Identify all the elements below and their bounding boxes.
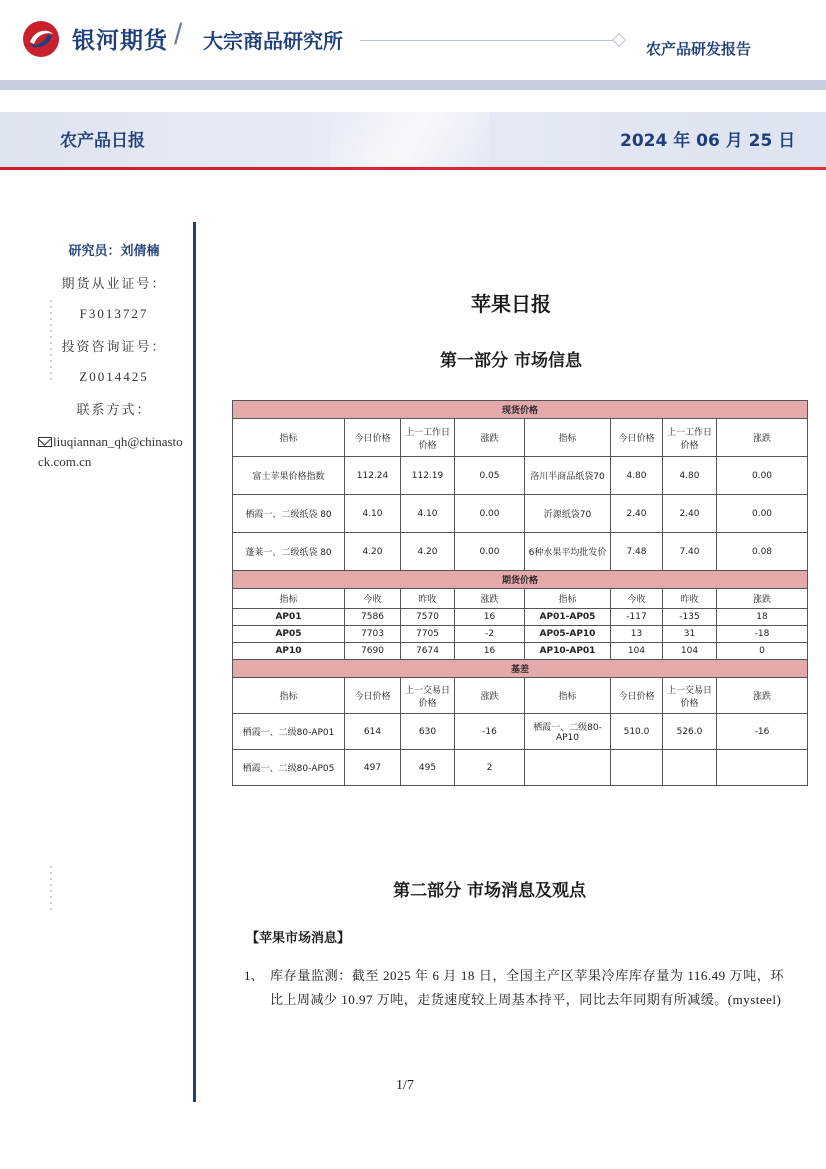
mail-icon bbox=[38, 437, 52, 447]
band-decoration bbox=[330, 112, 490, 168]
contact-label: 联系方式： bbox=[76, 402, 152, 417]
col-header: 涨跌 bbox=[717, 678, 808, 714]
table-cell: AP01-AP05 bbox=[525, 609, 611, 626]
table-row bbox=[233, 495, 808, 533]
table-cell: 7.40 bbox=[663, 533, 717, 571]
table-cell: 7586 bbox=[345, 609, 401, 626]
table-cell: 0.05 bbox=[455, 457, 525, 495]
institute-name: 大宗商品研究所 bbox=[203, 29, 343, 53]
table-cell: 0.00 bbox=[717, 457, 808, 495]
col-header: 今日价格 bbox=[345, 678, 401, 714]
col-header: 今日价格 bbox=[611, 419, 663, 457]
brand-name: 银河期货 bbox=[72, 28, 168, 54]
table-row bbox=[233, 609, 808, 626]
email-line[interactable] bbox=[38, 432, 188, 472]
license-label: 期货从业证号： bbox=[61, 276, 167, 291]
col-header: 上一工作日价格 bbox=[663, 419, 717, 457]
consult-label: 投资咨询证号： bbox=[61, 339, 167, 354]
table-cell: 4.10 bbox=[401, 495, 455, 533]
table-cell: 沂源纸袋70 bbox=[525, 495, 611, 533]
col-header: 涨跌 bbox=[717, 419, 808, 457]
news-heading: 【苹果市场消息】 bbox=[246, 930, 351, 945]
news-item-text: 库存量监测：截至 2025 年 6 月 18 日，全国主产区苹果冷库库存量为 116.49 万吨，环比上周减少 10.97 万吨，走货速度较上周基本持平，同比去年同期有所减缓。(mysteel) bbox=[270, 968, 784, 1007]
table-cell: 栖霞一、二级纸袋 80 bbox=[233, 495, 345, 533]
table-cell: -135 bbox=[663, 609, 717, 626]
header-separator: / bbox=[174, 18, 183, 51]
table-cell: 0.00 bbox=[455, 495, 525, 533]
table-cell: -16 bbox=[717, 714, 808, 750]
table-cell: AP10 bbox=[233, 643, 345, 660]
table-cell: 7703 bbox=[345, 626, 401, 643]
col-header: 涨跌 bbox=[455, 678, 525, 714]
table-row bbox=[233, 533, 808, 571]
table-cell: 2 bbox=[455, 750, 525, 786]
news-item-number: 1、 bbox=[244, 968, 264, 983]
col-header: 今日价格 bbox=[345, 419, 401, 457]
header-bar bbox=[0, 80, 826, 90]
futures-title: 期货价格 bbox=[233, 571, 808, 589]
table-cell: 4.10 bbox=[345, 495, 401, 533]
table-cell: AP05-AP10 bbox=[525, 626, 611, 643]
table-cell: 497 bbox=[345, 750, 401, 786]
table-cell: 13 bbox=[611, 626, 663, 643]
table-header-row bbox=[233, 678, 808, 714]
report-date: 2024 年 06 月 25 日 bbox=[620, 131, 796, 151]
table-cell bbox=[717, 750, 808, 786]
basis-title: 基差 bbox=[233, 660, 808, 678]
table-cell: 栖霞一、二级80-AP01 bbox=[233, 714, 345, 750]
table-cell: 0.00 bbox=[717, 495, 808, 533]
col-header: 指标 bbox=[525, 419, 611, 457]
table-cell: 富士苹果价格指数 bbox=[233, 457, 345, 495]
email-address[interactable]: liuqiannan_qh@chinastock.com.cn bbox=[38, 434, 183, 469]
table-cell: 4.20 bbox=[401, 533, 455, 571]
table-cell: 栖霞一、二级80-AP05 bbox=[233, 750, 345, 786]
news-item bbox=[244, 964, 784, 1012]
col-header: 上一交易日价格 bbox=[401, 678, 455, 714]
table-cell: 2.40 bbox=[663, 495, 717, 533]
table-cell: 18 bbox=[717, 609, 808, 626]
col-header: 今收 bbox=[345, 589, 401, 609]
diamond-icon bbox=[612, 33, 626, 47]
col-header: 昨收 bbox=[401, 589, 455, 609]
col-header: 今日价格 bbox=[611, 678, 663, 714]
table-cell bbox=[663, 750, 717, 786]
col-header: 指标 bbox=[525, 678, 611, 714]
table-cell: 112.19 bbox=[401, 457, 455, 495]
col-header: 上一交易日价格 bbox=[663, 678, 717, 714]
margin-dots bbox=[50, 300, 52, 380]
section-header-spot bbox=[233, 401, 808, 419]
col-header: 指标 bbox=[233, 589, 345, 609]
table-cell: AP05 bbox=[233, 626, 345, 643]
table-cell: -18 bbox=[717, 626, 808, 643]
table-cell: AP10-AP01 bbox=[525, 643, 611, 660]
col-header: 今收 bbox=[611, 589, 663, 609]
section-header-futures bbox=[233, 571, 808, 589]
table-cell: 0.08 bbox=[717, 533, 808, 571]
table-cell: 2.40 bbox=[611, 495, 663, 533]
table-cell: 16 bbox=[455, 643, 525, 660]
table-cell: 蓬莱一、二级纸袋 80 bbox=[233, 533, 345, 571]
table-cell: 4.80 bbox=[611, 457, 663, 495]
table-cell: 4.80 bbox=[663, 457, 717, 495]
section-1-title: 第一部分 市场信息 bbox=[440, 351, 582, 371]
table-cell bbox=[611, 750, 663, 786]
table-cell: 洛川半商品纸袋70 bbox=[525, 457, 611, 495]
col-header: 指标 bbox=[233, 678, 345, 714]
table-cell: 526.0 bbox=[663, 714, 717, 750]
table-end-row bbox=[233, 786, 808, 792]
table-end-cell bbox=[233, 786, 808, 792]
table-cell: 栖霞一、二级80-AP10 bbox=[525, 714, 611, 750]
margin-dots bbox=[50, 866, 52, 910]
red-rule bbox=[0, 167, 826, 170]
table-cell: 630 bbox=[401, 714, 455, 750]
table-cell: 7690 bbox=[345, 643, 401, 660]
table-cell: 7570 bbox=[401, 609, 455, 626]
report-header bbox=[0, 0, 826, 86]
table-cell: 7674 bbox=[401, 643, 455, 660]
table-header-row bbox=[233, 419, 808, 457]
table-cell: 7.48 bbox=[611, 533, 663, 571]
market-info-table bbox=[232, 400, 808, 792]
table-row bbox=[233, 626, 808, 643]
table-cell: 112.24 bbox=[345, 457, 401, 495]
table-row bbox=[233, 750, 808, 786]
table-row bbox=[233, 643, 808, 660]
author-sidebar bbox=[40, 240, 188, 472]
table-cell: 4.20 bbox=[345, 533, 401, 571]
table-cell: 0.00 bbox=[455, 533, 525, 571]
col-header: 指标 bbox=[525, 589, 611, 609]
table-cell: 510.0 bbox=[611, 714, 663, 750]
table-cell: 104 bbox=[663, 643, 717, 660]
table-cell: 16 bbox=[455, 609, 525, 626]
galaxy-futures-logo bbox=[22, 20, 60, 58]
col-header: 昨收 bbox=[663, 589, 717, 609]
table-cell bbox=[525, 750, 611, 786]
table-cell: AP01 bbox=[233, 609, 345, 626]
table-cell: -2 bbox=[455, 626, 525, 643]
page-title: 苹果日报 bbox=[471, 292, 551, 316]
license-number: F3013727 bbox=[79, 306, 149, 321]
col-header: 涨跌 bbox=[455, 419, 525, 457]
section-header-basis bbox=[233, 660, 808, 678]
table-cell: 0 bbox=[717, 643, 808, 660]
table-cell: 6种水果平均批发价 bbox=[525, 533, 611, 571]
table-cell: 614 bbox=[345, 714, 401, 750]
consult-number: Z0014425 bbox=[79, 369, 149, 384]
table-cell: 495 bbox=[401, 750, 455, 786]
spot-title: 现货价格 bbox=[233, 401, 808, 419]
table-cell: -117 bbox=[611, 609, 663, 626]
table-cell: 31 bbox=[663, 626, 717, 643]
table-row bbox=[233, 457, 808, 495]
col-header: 涨跌 bbox=[717, 589, 808, 609]
report-type: 农产品研发报告 bbox=[646, 40, 752, 58]
col-header: 指标 bbox=[233, 419, 345, 457]
table-cell: 104 bbox=[611, 643, 663, 660]
table-cell: -16 bbox=[455, 714, 525, 750]
table-cell: 7705 bbox=[401, 626, 455, 643]
col-header: 涨跌 bbox=[455, 589, 525, 609]
section-2-title: 第二部分 市场消息及观点 bbox=[393, 881, 586, 901]
col-header: 上一工作日价格 bbox=[401, 419, 455, 457]
table-row bbox=[233, 714, 808, 750]
header-rule bbox=[360, 40, 618, 41]
page-number: 1/7 bbox=[396, 1078, 414, 1093]
table-header-row bbox=[233, 589, 808, 609]
researcher-name: 研究员：刘倩楠 bbox=[68, 244, 160, 259]
band-title: 农产品日报 bbox=[60, 131, 145, 151]
